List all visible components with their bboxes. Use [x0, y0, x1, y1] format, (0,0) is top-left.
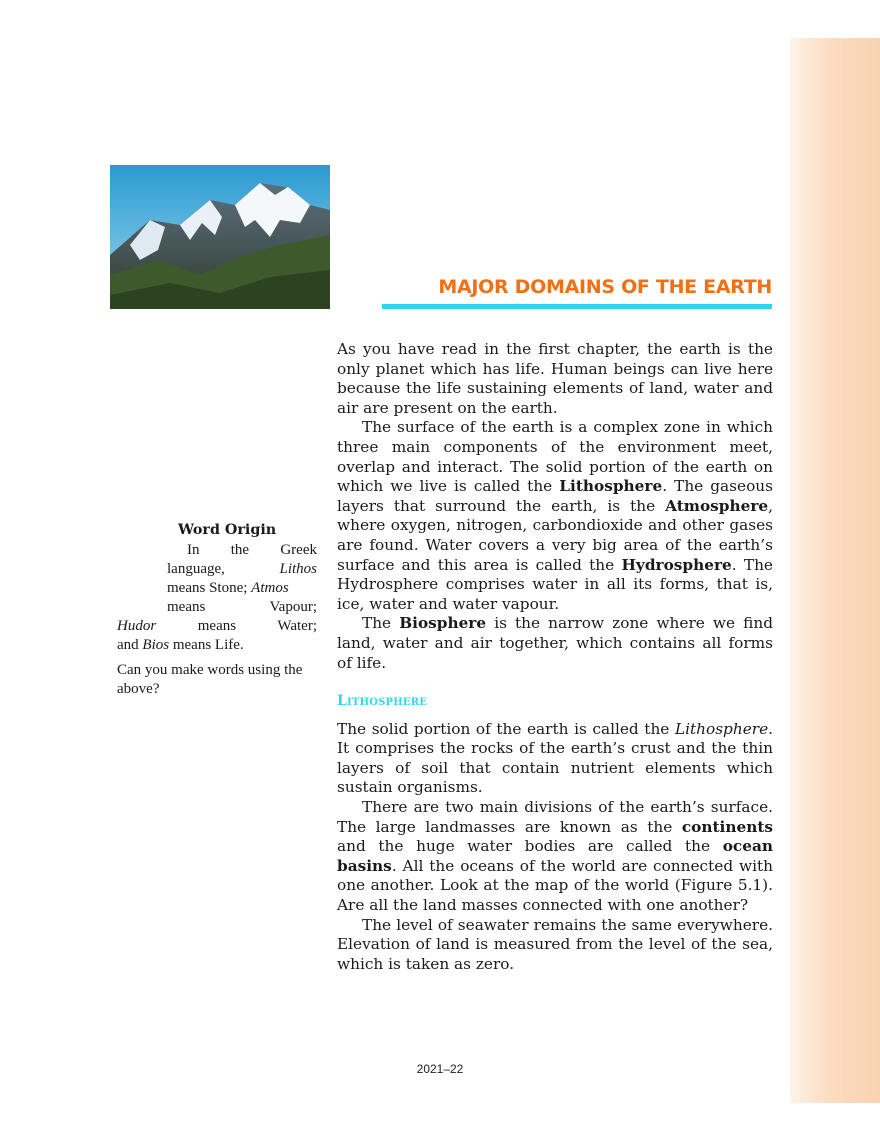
biosphere-paragraph: The Biosphere is the narrow zone where we find land, water and air together, which contains all forms of life.	[337, 614, 773, 672]
lithosphere-paragraph-3: The level of seawater remains the same everywhere. Elevation of land is measured from the level of the sea, which is taken as zero.	[337, 915, 773, 973]
decorative-side-band	[790, 38, 880, 1103]
mountain-photo	[110, 165, 330, 309]
word-origin-body: In the Greek language, Lithos means Stone; Atmos means Vapour; Hudor means Water; and Bios means Life.	[117, 542, 317, 653]
main-text	[337, 340, 773, 974]
word-origin-title: Word Origin	[178, 522, 277, 538]
title-underline	[382, 304, 772, 309]
domains-paragraph: The surface of the earth is a complex zone in which three main components of the environment meet, overlap and interact. The solid portion of the earth on which we live is called the Lithosphere. The gaseous layers that surround the earth, is the Atmosphere, where oxygen, nitrogen, carbondioxide and other gases are found. Water covers a very big area of the earth’s surface and this area is called the Hydrosphere. The Hydrosphere comprises water in all its forms, that is, ice, water and water vapour.	[337, 418, 773, 613]
word-origin-question: Can you make words using the above?	[117, 662, 303, 697]
lithosphere-paragraph-1: The solid portion of the earth is called the Lithosphere. It comprises the rocks of the earth’s crust and the thin layers of soil that contain nutrient elements which sustain organisms.	[337, 719, 773, 797]
word-origin-box	[117, 521, 317, 699]
page-year: 2021–22	[416, 1062, 464, 1076]
lithosphere-paragraph-2: There are two main divisions of the earth’s surface. The large landmasses are known as the continents and the huge water bodies are called the ocean basins. All the oceans of the world are connected with one another. Look at the map of the world (Figure 5.1). Are all the land masses connected with one another?	[337, 798, 773, 915]
intro-paragraph: As you have read in the first chapter, the earth is the only planet which has life. Human beings can live here because the life sustaining elements of land, water and air are present on the earth.	[337, 340, 773, 417]
lithosphere-heading: Lithosphere	[337, 693, 428, 710]
chapter-title: MAJOR DOMAINS OF THE EARTH	[438, 276, 772, 298]
